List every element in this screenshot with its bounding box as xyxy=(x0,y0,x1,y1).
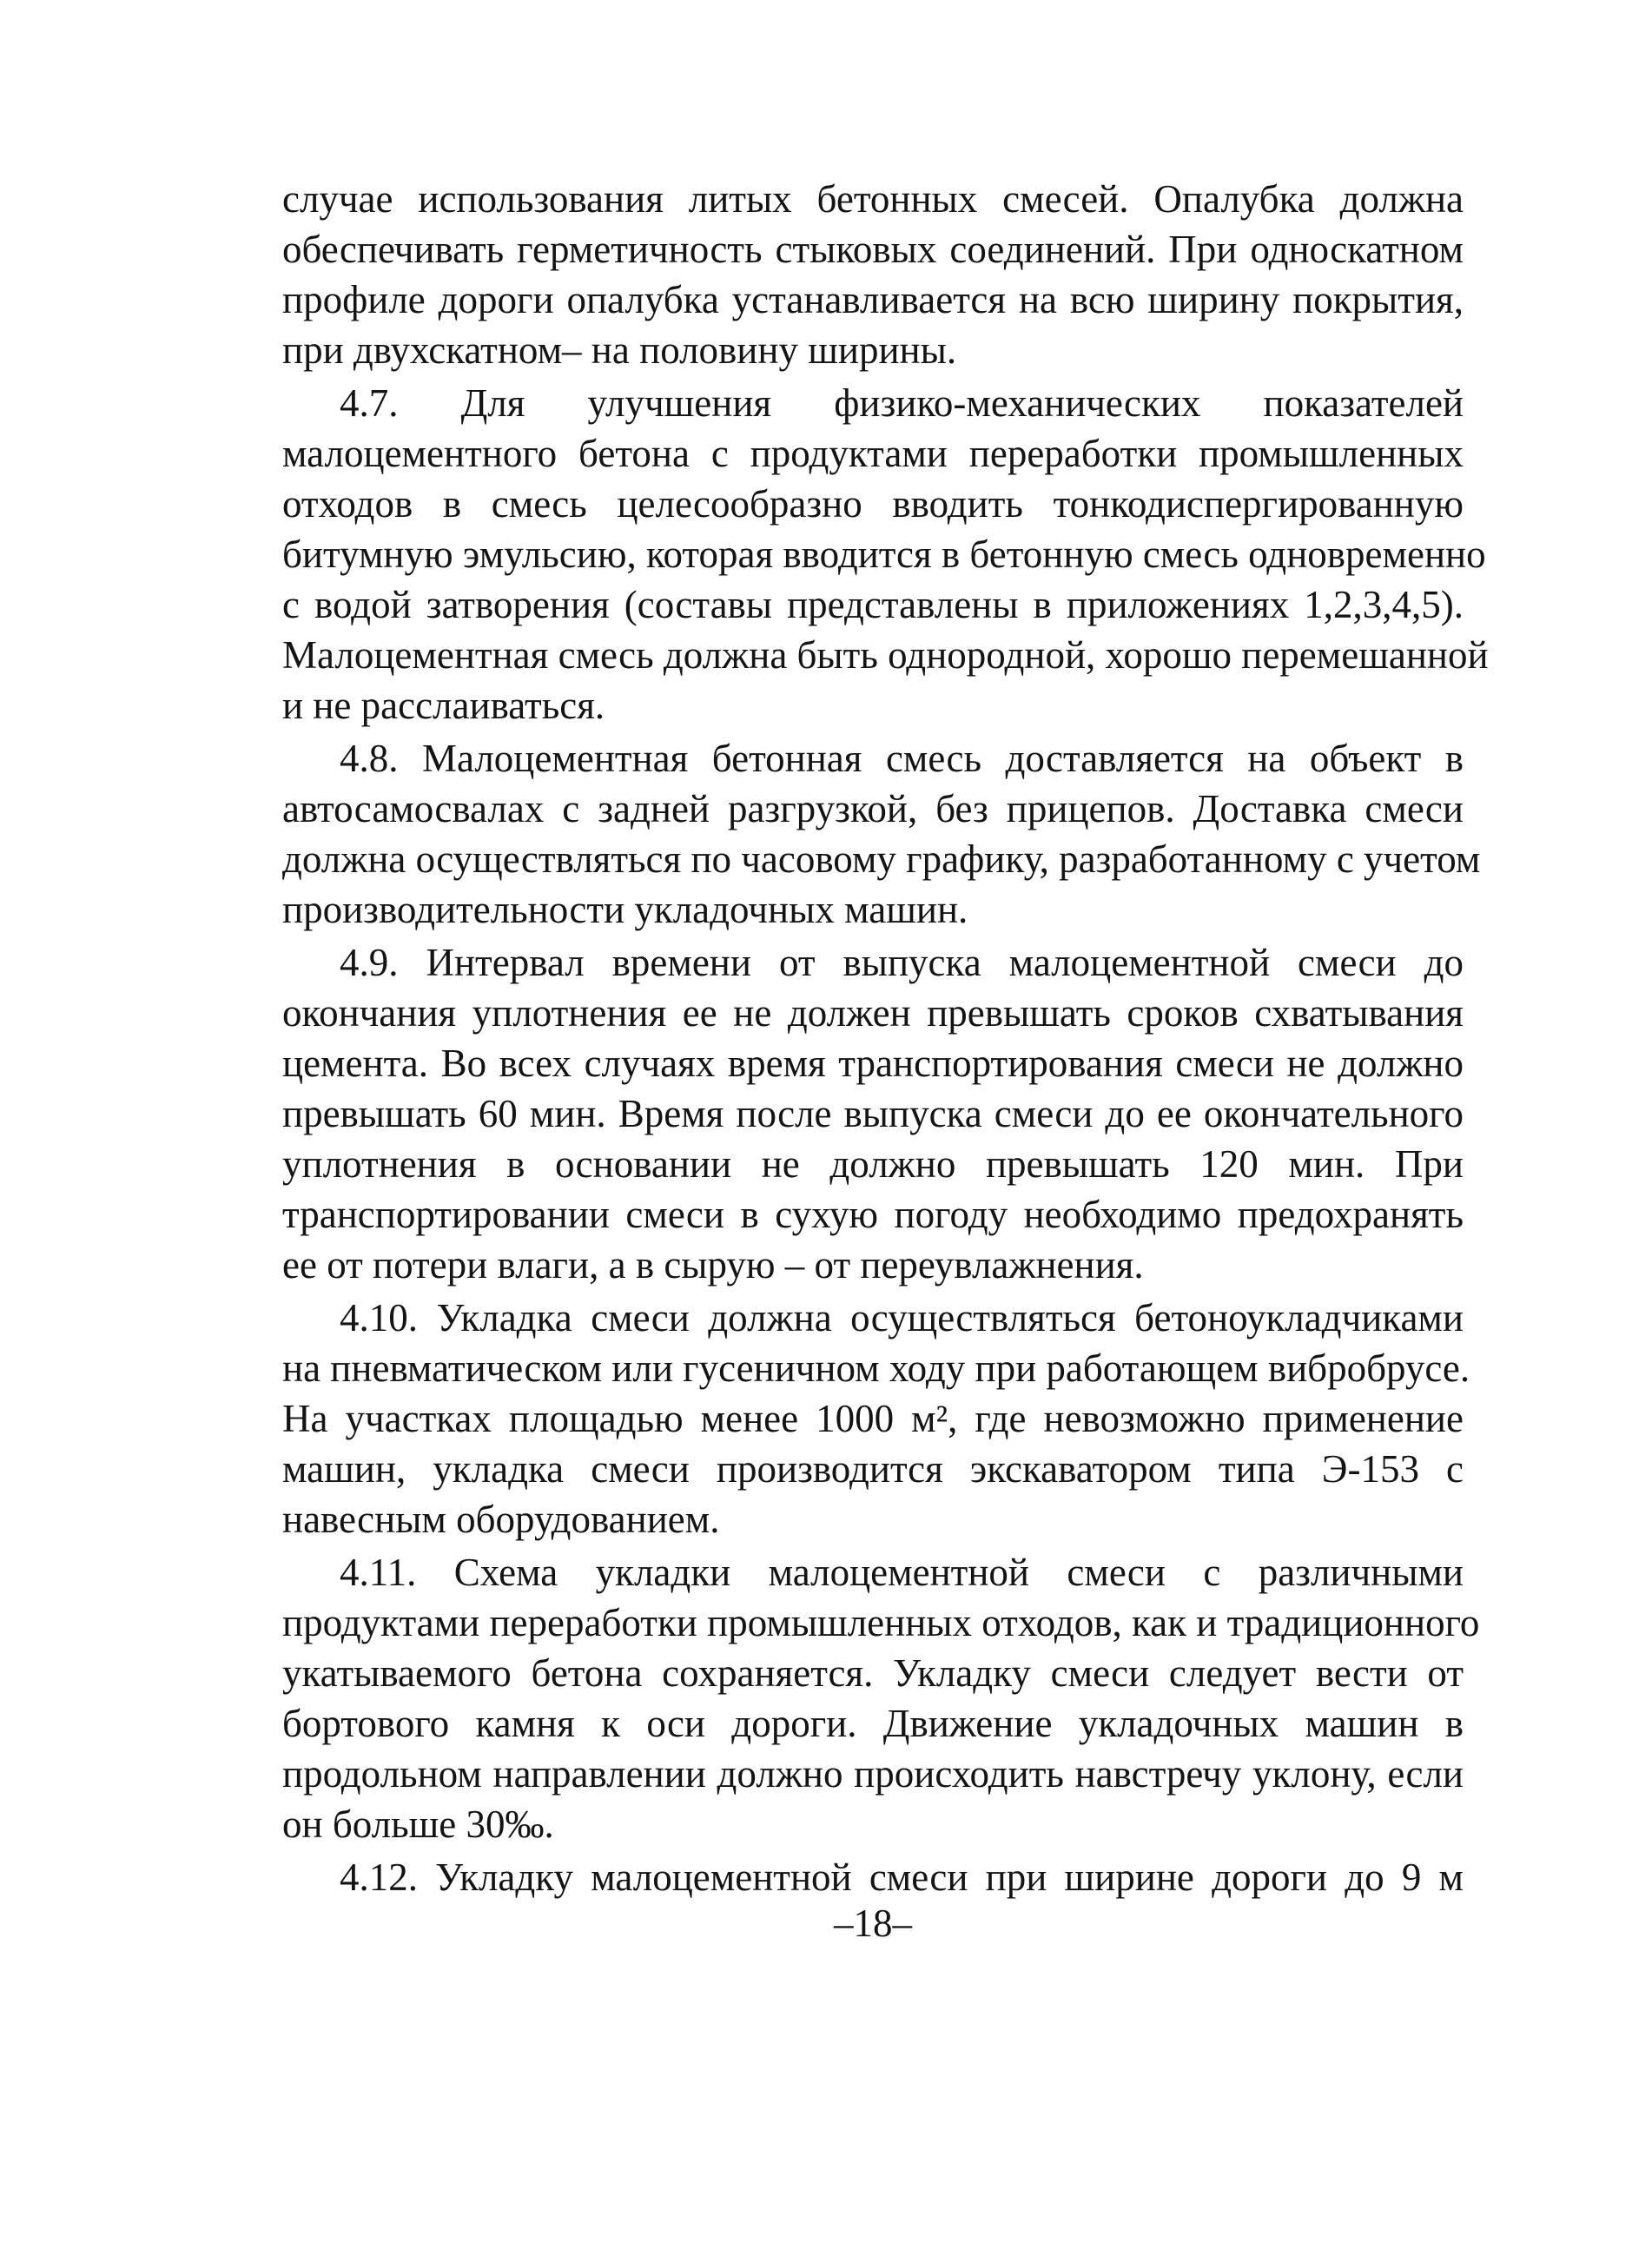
paragraph-4-11-line-5: продольном направлении должно происходить навстречу уклону, если xyxy=(282,1752,1464,1796)
paragraph-4-11-line-3: укатываемого бетона сохраняется. Укладку смеси следует вести от xyxy=(282,1651,1464,1695)
paragraph-4-7-line-3: отходов в смесь целесообразно вводить тонкодиспергированную xyxy=(282,482,1464,526)
paragraph-4-8-line-3: должна осуществляться по часовому графику, разработанному с учетом xyxy=(282,837,1481,881)
paragraph-4-9-line-7: ее от потери влаги, а в сырую – от переувлажнения. xyxy=(282,1243,1144,1287)
paragraph-1-line-1: случае использования литых бетонных смесей. Опалубка должна xyxy=(282,177,1464,221)
paragraph-1-line-3: профиле дороги опалубка устанавливается на всю ширину покрытия, xyxy=(282,278,1464,321)
paragraph-1-line-4: при двухскатном– на половину ширины. xyxy=(282,328,957,372)
paragraph-4-7-line-1: 4.7. Для улучшения физико-механических показателей xyxy=(340,381,1464,425)
paragraph-4-10-line-5: навесным оборудованием. xyxy=(282,1498,720,1541)
paragraph-4-10-line-4: машин, укладка смеси производится экскаватором типа Э-153 с xyxy=(282,1447,1464,1491)
paragraph-4-7-line-5: с водой затворения (составы представлены в приложениях 1,2,3,4,5). xyxy=(282,583,1464,626)
page-number: –18– xyxy=(834,1902,912,1945)
paragraph-4-9-line-3: цемента. Во всех случаях время транспортирования смеси не должно xyxy=(282,1042,1464,1085)
paragraph-4-8-line-4: производительности укладочных машин. xyxy=(282,888,968,931)
paragraph-4-11-line-2: продуктами переработки промышленных отходов, как и традиционного xyxy=(282,1601,1480,1644)
paragraph-4-7-line-4: битумную эмульсию, которая вводится в бетонную смесь одновременно xyxy=(282,532,1486,576)
paragraph-4-7-line-7: и не расслаиваться. xyxy=(282,684,605,727)
paragraph-4-8-line-2: автосамосвалах с задней разгрузкой, без прицепов. Доставка смеси xyxy=(282,787,1464,830)
paragraph-4-11-line-6: он больше 30‰. xyxy=(282,1803,554,1846)
paragraph-4-10-line-2: на пневматическом или гусеничном ходу при работающем вибробрусе. xyxy=(282,1346,1470,1390)
paragraph-4-11-line-4: бортового камня к оси дороги. Движение укладочных машин в xyxy=(282,1702,1464,1745)
paragraph-4-8-line-1: 4.8. Малоцементная бетонная смесь доставляется на объект в xyxy=(340,737,1464,780)
paragraph-4-10-line-1: 4.10. Укладка смеси должна осуществляться бетоноукладчиками xyxy=(340,1296,1464,1339)
paragraph-4-9-line-5: уплотнения в основании не должно превышать 120 мин. При xyxy=(282,1142,1464,1186)
paragraph-4-9-line-1: 4.9. Интервал времени от выпуска малоцементной смеси до xyxy=(340,941,1464,984)
paragraph-4-9-line-6: транспортировании смеси в сухую погоду необходимо предохранять xyxy=(282,1193,1464,1236)
paragraph-4-11-line-1: 4.11. Схема укладки малоцементной смеси с различными xyxy=(340,1551,1464,1594)
paragraph-4-9-line-2: окончания уплотнения ее не должен превышать сроков схватывания xyxy=(282,991,1464,1035)
paragraph-4-10-line-3: На участках площадью менее 1000 м², где невозможно применение xyxy=(282,1397,1464,1440)
paragraph-4-7-line-6: Малоцементная смесь должна быть однородной, хорошо перемешанной xyxy=(282,633,1489,677)
paragraph-4-7-line-2: малоцементного бетона с продуктами переработки промышленных xyxy=(282,432,1464,475)
paragraph-4-12-line-1: 4.12. Укладку малоцементной смеси при ширине дороги до 9 м xyxy=(340,1855,1464,1899)
paragraph-1-line-2: обеспечивать герметичность стыковых соединений. При односкатном xyxy=(282,228,1464,271)
paragraph-4-9-line-4: превышать 60 мин. Время после выпуска смеси до ее окончательного xyxy=(282,1092,1464,1135)
